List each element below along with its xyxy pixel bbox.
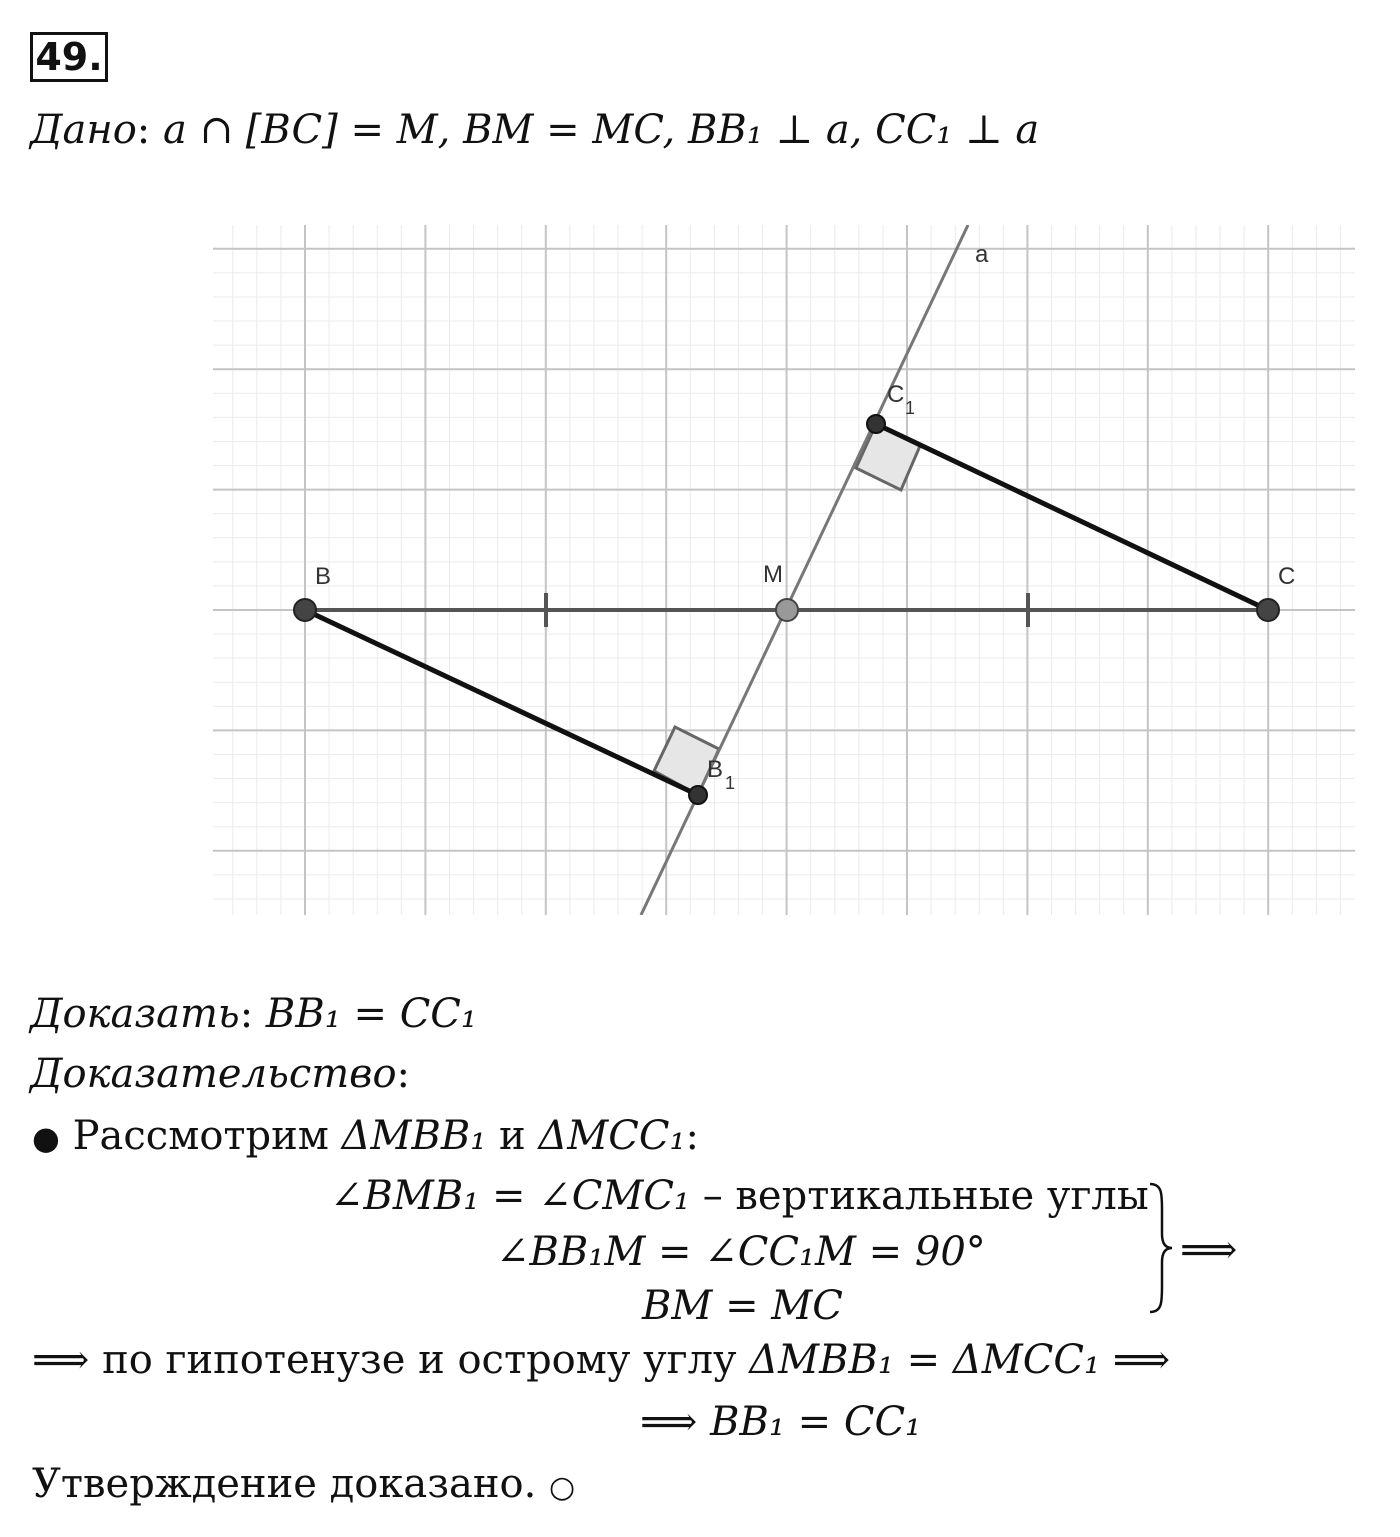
condition-3-expr: BM = MC bbox=[642, 1283, 843, 1329]
triangle-mbb1: ΔMBB₁ bbox=[341, 1113, 487, 1159]
end-line bbox=[32, 1460, 575, 1512]
consider-word: Рассмотрим bbox=[72, 1113, 329, 1159]
problem-number: 49. bbox=[30, 32, 108, 82]
label-b1: B bbox=[707, 756, 724, 783]
point-b bbox=[294, 599, 316, 621]
consider-line: ● Рассмотрим ΔMBB₁ и ΔMCC₁: bbox=[32, 1113, 699, 1159]
implies-3: ⟹ bbox=[640, 1399, 698, 1445]
condition-1-expr: ∠BMB₁ = ∠CMC₁ bbox=[330, 1173, 690, 1219]
final-line bbox=[640, 1398, 921, 1446]
condition-1-text: вертикальные углы bbox=[735, 1173, 1149, 1219]
condition-vertical-angles: ∠BMB₁ = ∠CMC₁ – вертикальные углы bbox=[330, 1173, 1149, 1219]
point-c bbox=[1257, 599, 1279, 621]
condition-equal-halves bbox=[642, 1282, 843, 1330]
prove-label: Доказать bbox=[30, 991, 240, 1037]
implies-2: ⟹ bbox=[1112, 1337, 1171, 1383]
condition-right-angles bbox=[496, 1228, 986, 1276]
label-b1-sub: 1 bbox=[725, 773, 736, 793]
prove-text: BB₁ = CC₁ bbox=[265, 991, 477, 1037]
final-expr: BB₁ = CC₁ bbox=[710, 1399, 922, 1445]
conclusion-line bbox=[32, 1336, 1170, 1384]
conclusion-expr: ΔMBB₁ = ΔMCC₁ bbox=[749, 1337, 1100, 1383]
proof-heading: Доказательство: bbox=[30, 1051, 411, 1097]
right-angle-mark-c1 bbox=[856, 424, 920, 490]
point-m bbox=[776, 599, 798, 621]
label-c: C bbox=[1278, 563, 1296, 590]
brace-implies: ⟹ bbox=[1180, 1227, 1238, 1273]
geometry-figure bbox=[213, 225, 1355, 915]
triangle-mcc1: ΔMCC₁ bbox=[538, 1113, 686, 1159]
implies-1: ⟹ bbox=[32, 1337, 90, 1383]
proof-label: Доказательство bbox=[30, 1051, 397, 1097]
end-text: Утверждение доказано. bbox=[32, 1461, 537, 1507]
given-text: a ∩ [BC] = M, BM = MC, BB₁ ⊥ a, CC₁ ⊥ a bbox=[163, 107, 1040, 153]
prove-line: Доказать: BB₁ = CC₁ bbox=[30, 991, 477, 1037]
label-m: M bbox=[763, 561, 783, 588]
end-mark: ○ bbox=[549, 1470, 576, 1505]
given-line: Дано: a ∩ [BC] = M, BM = MC, BB₁ ⊥ a, CC₁ ⊥ a bbox=[30, 107, 1040, 153]
given-label: Дано bbox=[30, 107, 137, 153]
point-c1 bbox=[867, 415, 885, 433]
label-b: B bbox=[315, 563, 332, 590]
point-b1 bbox=[689, 786, 707, 804]
label-c1: C bbox=[887, 381, 905, 408]
segment-cc1 bbox=[876, 424, 1268, 610]
conclusion-text: по гипотенузе и острому углу bbox=[102, 1337, 737, 1383]
bullet: ● bbox=[32, 1119, 60, 1157]
label-c1-sub: 1 bbox=[905, 398, 916, 418]
and-word: и bbox=[499, 1113, 526, 1159]
condition-2-expr: ∠BB₁M = ∠CC₁M = 90° bbox=[496, 1229, 986, 1275]
segment-bb1 bbox=[305, 610, 698, 795]
right-brace bbox=[1146, 1180, 1176, 1316]
label-line-a: a bbox=[975, 241, 989, 268]
